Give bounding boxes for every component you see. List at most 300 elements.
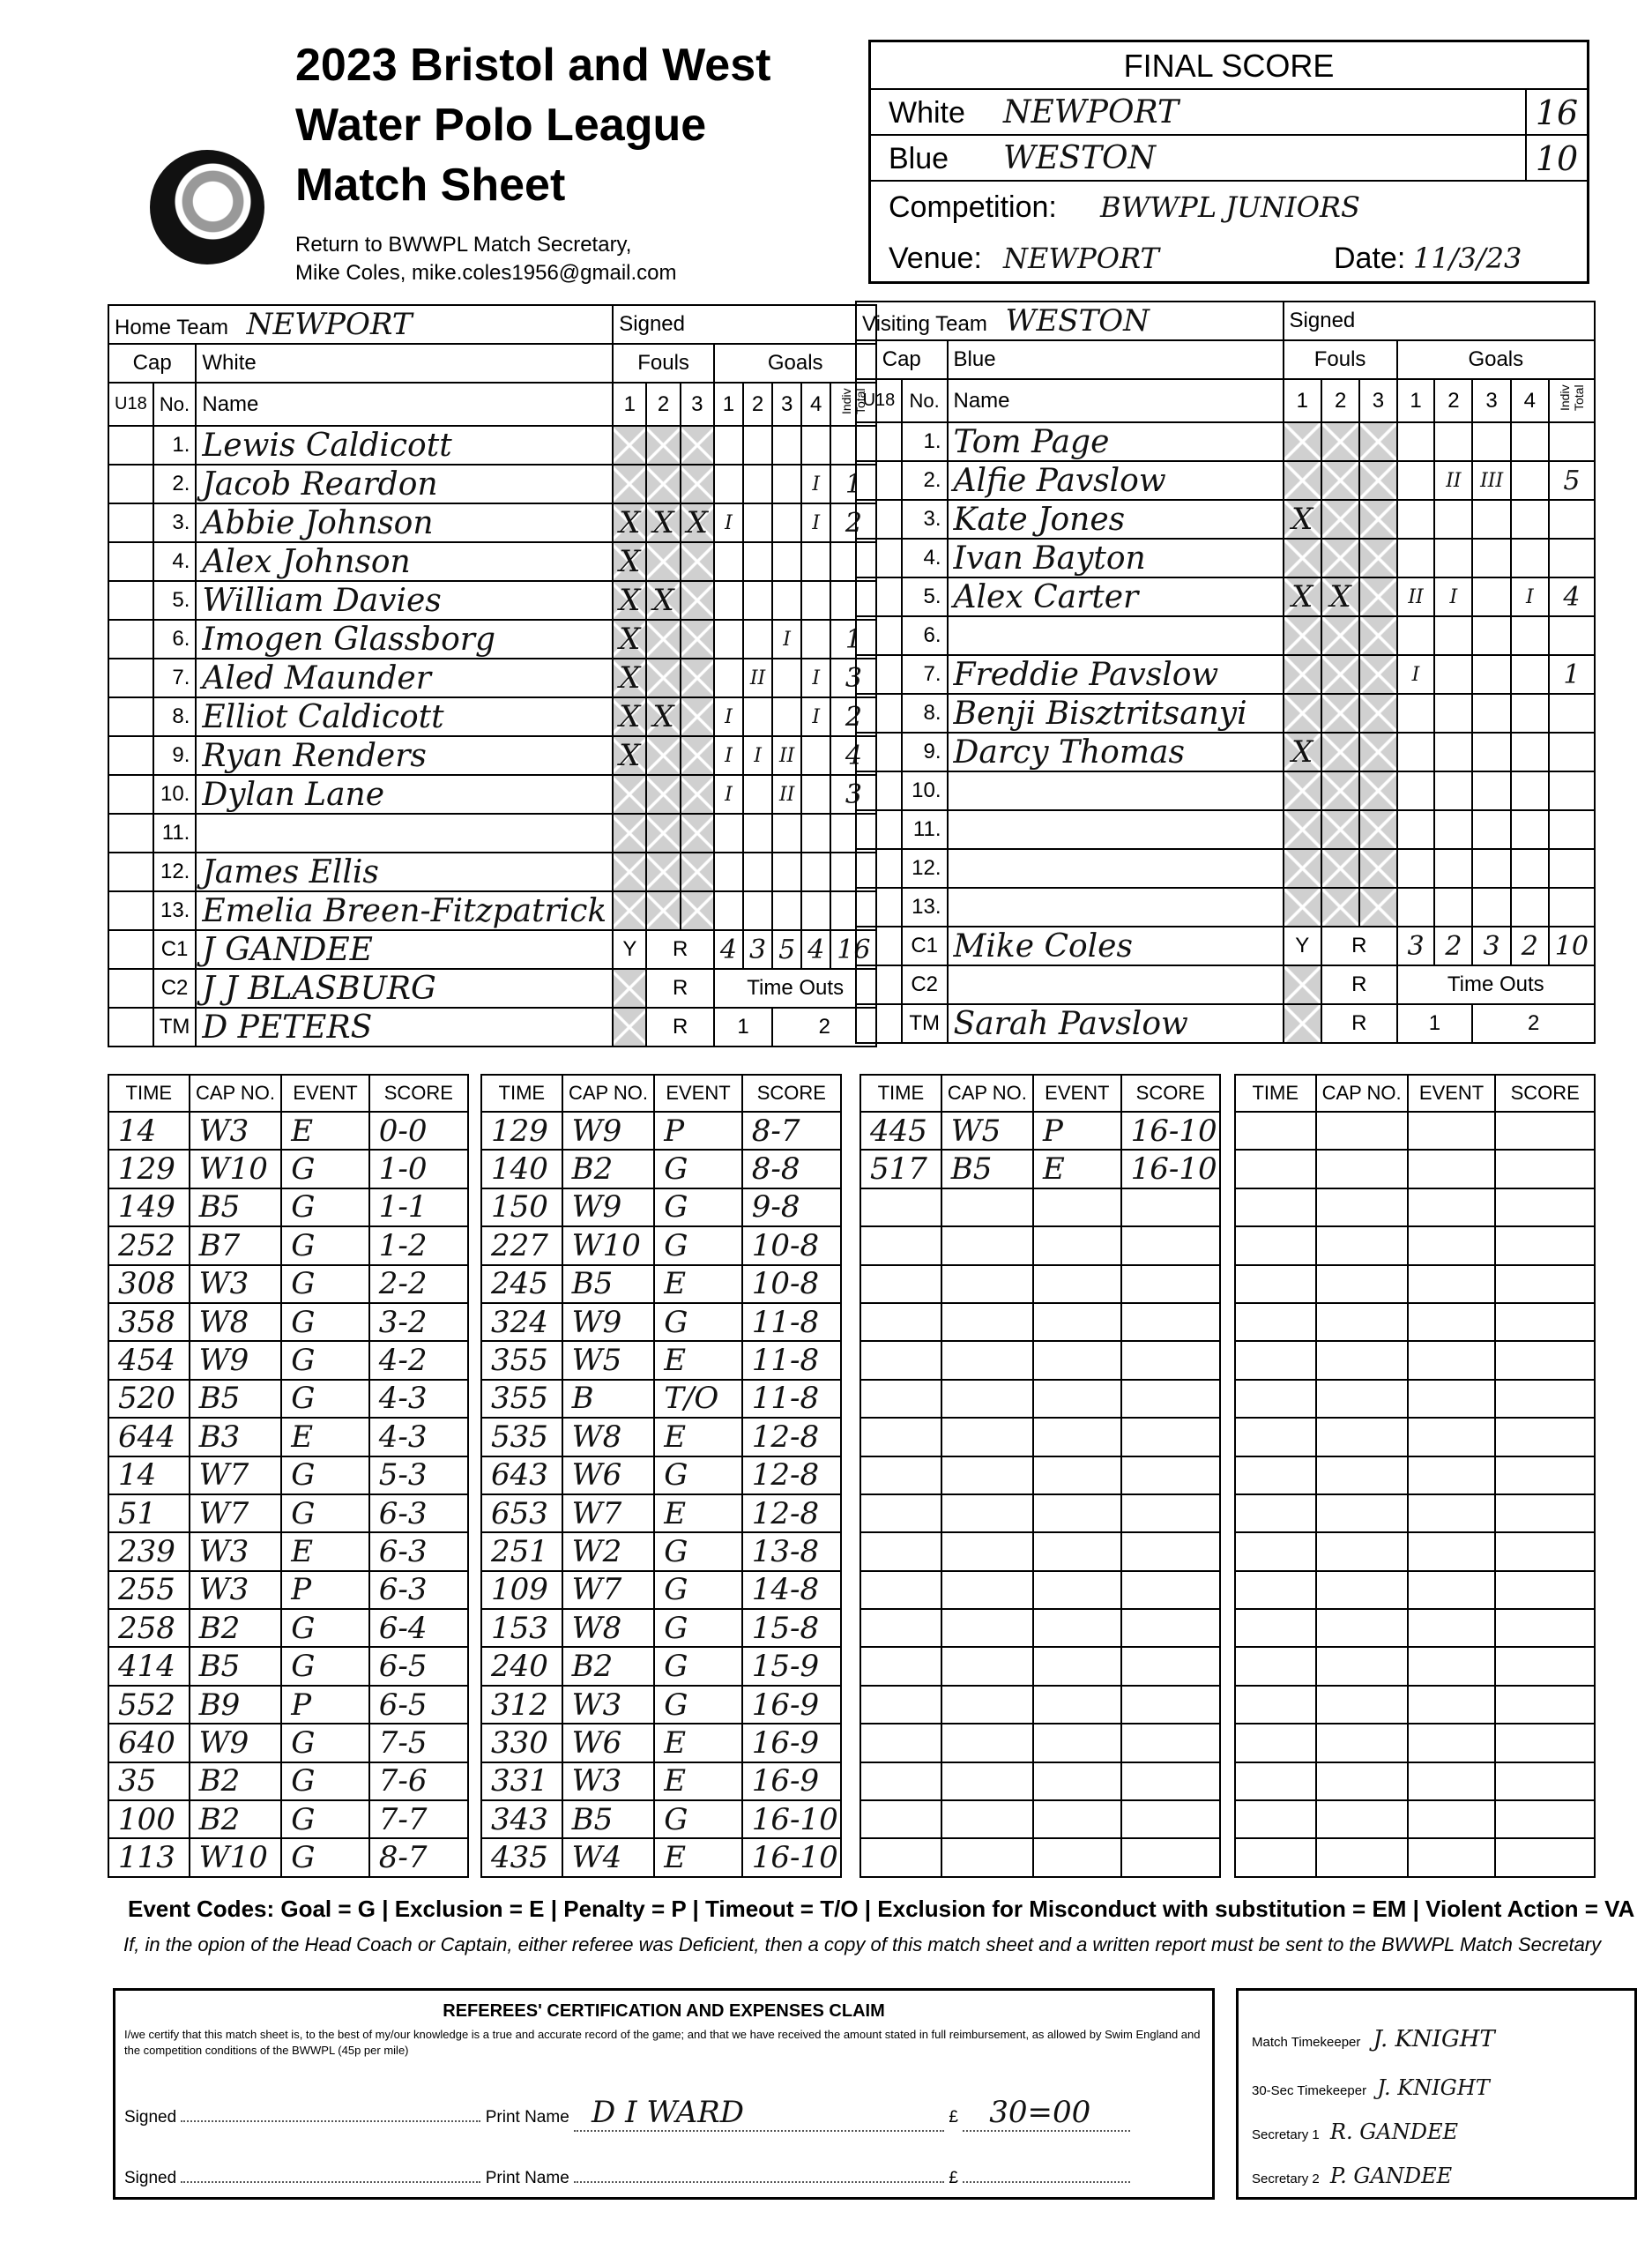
log-event[interactable] [1033,1838,1121,1876]
log-event[interactable] [1033,1686,1121,1724]
log-time[interactable]: 252 [108,1226,190,1264]
log-cap[interactable]: B7 [190,1226,282,1264]
referee-1-print-name[interactable]: D I WARD [574,2095,944,2132]
log-score[interactable] [1495,1265,1595,1303]
log-score[interactable]: 7-6 [369,1762,468,1800]
away-goal-cell[interactable] [1434,539,1472,577]
log-time[interactable] [860,1686,941,1724]
away-goal-cell[interactable]: III [1472,461,1511,500]
log-event[interactable]: G [281,1494,368,1532]
log-event[interactable]: E [1033,1150,1121,1188]
home-goal-cell[interactable] [743,814,772,853]
log-event[interactable]: G [654,1571,741,1609]
log-event[interactable] [1408,1341,1496,1379]
log-time[interactable]: 330 [481,1724,562,1762]
log-cap[interactable]: W3 [190,1532,282,1570]
log-time[interactable]: 258 [108,1609,190,1647]
log-event[interactable]: G [281,1762,368,1800]
log-cap[interactable]: W9 [190,1724,282,1762]
away-goal-cell[interactable] [1472,500,1511,539]
away-goal-cell[interactable] [1511,500,1549,539]
log-cap[interactable]: B2 [562,1150,655,1188]
log-time[interactable] [860,1571,941,1609]
home-foul-cell[interactable]: X [646,503,680,542]
log-score[interactable] [1495,1112,1595,1150]
away-team-name[interactable]: WESTON [1005,303,1150,339]
log-event[interactable]: G [281,1265,368,1303]
away-foul-cell[interactable] [1321,655,1359,694]
log-cap[interactable]: W9 [562,1112,655,1150]
away-foul-cell[interactable] [1359,422,1396,461]
home-goal-cell[interactable] [714,620,743,659]
log-time[interactable]: 435 [481,1838,562,1876]
log-score[interactable]: 1-0 [369,1150,468,1188]
away-u18-cell[interactable] [856,577,902,616]
away-goal-cell[interactable] [1472,539,1511,577]
away-u18-cell[interactable] [856,461,902,500]
home-goal-cell[interactable] [801,581,830,620]
log-score[interactable] [1495,1303,1595,1341]
away-total-goals[interactable]: 10 [1549,927,1595,965]
home-indiv-total[interactable]: 2 [830,503,876,542]
away-goal-cell[interactable] [1511,616,1549,655]
log-event[interactable] [1033,1494,1121,1532]
log-time[interactable] [860,1609,941,1647]
log-score[interactable]: 6-3 [369,1494,468,1532]
home-signed-cell[interactable] [613,305,876,344]
log-score[interactable]: 4-2 [369,1341,468,1379]
away-indiv-total[interactable] [1549,771,1595,810]
home-goal-cell[interactable]: I [801,659,830,697]
log-cap[interactable] [1316,1112,1408,1150]
home-foul-cell[interactable] [646,891,680,930]
away-player-name[interactable]: Tom Page [948,422,1284,461]
log-time[interactable]: 355 [481,1341,562,1379]
log-event[interactable]: G [654,1647,741,1685]
log-time[interactable] [860,1226,941,1264]
away-goal-cell[interactable] [1397,694,1435,733]
log-cap[interactable]: W6 [562,1724,655,1762]
log-score[interactable] [1121,1226,1220,1264]
log-cap[interactable]: W2 [562,1532,655,1570]
log-cap[interactable]: W7 [190,1456,282,1494]
away-indiv-total[interactable] [1549,694,1595,733]
away-player-name[interactable] [948,771,1284,810]
home-foul-cell[interactable] [681,465,714,503]
log-cap[interactable]: W9 [562,1188,655,1226]
log-score[interactable] [1121,1686,1220,1724]
log-event[interactable]: G [281,1150,368,1188]
home-foul-cell[interactable] [646,426,680,465]
log-event[interactable]: G [281,1456,368,1494]
home-q3-goals[interactable]: 5 [772,930,801,969]
log-event[interactable] [1408,1609,1496,1647]
log-event[interactable]: P [1033,1112,1121,1150]
log-cap[interactable] [1316,1724,1408,1762]
home-foul-cell[interactable] [681,581,714,620]
log-event[interactable] [1033,1188,1121,1226]
log-score[interactable] [1495,1724,1595,1762]
log-cap[interactable]: B3 [190,1418,282,1456]
log-event[interactable] [1408,1226,1496,1264]
home-player-name[interactable]: Jacob Reardon [196,465,613,503]
away-q3-goals[interactable]: 3 [1472,927,1511,965]
home-goal-cell[interactable] [772,659,801,697]
away-goal-cell[interactable] [1472,655,1511,694]
log-time[interactable]: 355 [481,1380,562,1418]
log-event[interactable] [1408,1456,1496,1494]
away-foul-cell[interactable] [1321,733,1359,771]
away-indiv-total[interactable]: 5 [1549,461,1595,500]
log-score[interactable]: 2-2 [369,1265,468,1303]
away-goal-cell[interactable] [1434,616,1472,655]
log-cap[interactable]: B2 [190,1800,282,1838]
home-timeout-2[interactable]: 2 [772,1008,876,1047]
away-goal-cell[interactable] [1434,733,1472,771]
log-event[interactable]: G [281,1724,368,1762]
log-event[interactable]: G [654,1226,741,1264]
home-foul-cell[interactable]: X [613,736,646,775]
log-cap[interactable]: B2 [190,1762,282,1800]
log-score[interactable]: 1-1 [369,1188,468,1226]
log-event[interactable] [1408,1303,1496,1341]
away-indiv-total[interactable] [1549,539,1595,577]
away-goal-cell[interactable] [1472,849,1511,888]
log-cap[interactable]: B9 [190,1686,282,1724]
log-time[interactable]: 245 [481,1265,562,1303]
log-cap[interactable]: W10 [190,1150,282,1188]
away-u18-cell[interactable] [856,849,902,888]
log-score[interactable]: 1-2 [369,1226,468,1264]
log-cap[interactable]: B2 [562,1647,655,1685]
log-cap[interactable] [941,1380,1033,1418]
log-event[interactable]: E [281,1532,368,1570]
log-score[interactable]: 16-9 [742,1724,841,1762]
log-time[interactable] [860,1456,941,1494]
log-cap[interactable] [941,1609,1033,1647]
away-u18-cell[interactable] [856,810,902,849]
away-foul-cell[interactable] [1359,733,1396,771]
log-time[interactable]: 100 [108,1800,190,1838]
log-cap[interactable]: W3 [190,1265,282,1303]
away-goal-cell[interactable] [1511,733,1549,771]
log-cap[interactable]: B5 [190,1647,282,1685]
log-time[interactable] [1235,1418,1316,1456]
away-goal-cell[interactable] [1397,888,1435,927]
away-foul-cell[interactable] [1359,849,1396,888]
log-event[interactable]: P [654,1112,741,1150]
away-foul-cell[interactable] [1284,694,1321,733]
log-score[interactable]: 16-10 [1121,1150,1220,1188]
away-player-name[interactable] [948,888,1284,927]
log-cap[interactable] [941,1494,1033,1532]
log-cap[interactable]: W3 [190,1571,282,1609]
log-time[interactable]: 312 [481,1686,562,1724]
away-indiv-total[interactable] [1549,810,1595,849]
log-event[interactable]: G [281,1303,368,1341]
home-goal-cell[interactable] [772,891,801,930]
away-indiv-total[interactable] [1549,422,1595,461]
log-cap[interactable]: W8 [562,1418,655,1456]
away-q2-goals[interactable]: 2 [1434,927,1472,965]
home-goal-cell[interactable] [743,853,772,891]
home-player-name[interactable]: Aled Maunder [196,659,613,697]
log-score[interactable] [1495,1800,1595,1838]
log-time[interactable] [1235,1571,1316,1609]
log-score[interactable]: 6-3 [369,1532,468,1570]
log-event[interactable] [1408,1532,1496,1570]
log-time[interactable]: 109 [481,1571,562,1609]
away-foul-cell[interactable]: X [1284,500,1321,539]
away-goal-cell[interactable] [1434,888,1472,927]
log-cap[interactable]: W7 [190,1494,282,1532]
log-event[interactable] [1408,1150,1496,1188]
home-u18-cell[interactable] [108,426,153,465]
away-timeout-1[interactable]: 1 [1397,1004,1473,1043]
home-goal-cell[interactable]: II [772,736,801,775]
log-cap[interactable] [941,1418,1033,1456]
home-goal-cell[interactable] [772,426,801,465]
log-score[interactable] [1121,1571,1220,1609]
log-cap[interactable] [1316,1609,1408,1647]
log-time[interactable]: 35 [108,1762,190,1800]
log-time[interactable] [1235,1150,1316,1188]
home-u18-cell[interactable] [108,891,153,930]
away-goal-cell[interactable] [1397,849,1435,888]
log-cap[interactable]: W9 [562,1303,655,1341]
away-c1-yellow[interactable]: Y [1284,927,1321,965]
log-event[interactable] [1408,1112,1496,1150]
away-goal-cell[interactable] [1397,422,1435,461]
home-player-name[interactable] [196,814,613,853]
away-player-name[interactable]: Freddie Pavslow [948,655,1284,694]
log-time[interactable]: 149 [108,1188,190,1226]
log-event[interactable] [1408,1724,1496,1762]
log-event[interactable]: G [281,1188,368,1226]
away-foul-cell[interactable]: X [1284,577,1321,616]
log-score[interactable] [1495,1647,1595,1685]
away-u18-cell[interactable] [856,422,902,461]
home-foul-cell[interactable] [613,426,646,465]
log-event[interactable] [1408,1380,1496,1418]
home-goal-cell[interactable] [743,775,772,814]
home-player-name[interactable]: Emelia Breen-Fitzpatrick [196,891,613,930]
away-foul-cell[interactable] [1284,655,1321,694]
log-score[interactable]: 16-9 [742,1762,841,1800]
log-event[interactable] [1033,1456,1121,1494]
log-time[interactable] [1235,1686,1316,1724]
home-goal-cell[interactable] [714,581,743,620]
log-event[interactable]: G [281,1341,368,1379]
log-score[interactable]: 16-10 [1121,1112,1220,1150]
log-cap[interactable]: W7 [562,1571,655,1609]
log-cap[interactable]: W10 [190,1838,282,1876]
away-goal-cell[interactable]: I [1511,577,1549,616]
log-cap[interactable] [941,1762,1033,1800]
home-u18-cell[interactable] [108,853,153,891]
log-score[interactable]: 8-7 [369,1838,468,1876]
away-indiv-total[interactable] [1549,733,1595,771]
log-time[interactable] [860,1762,941,1800]
log-cap[interactable] [1316,1800,1408,1838]
log-event[interactable]: G [654,1303,741,1341]
away-indiv-total[interactable]: 4 [1549,577,1595,616]
log-time[interactable]: 51 [108,1494,190,1532]
log-score[interactable]: 16-10 [742,1838,841,1876]
log-score[interactable] [1121,1494,1220,1532]
away-foul-cell[interactable] [1321,500,1359,539]
away-foul-cell[interactable] [1284,539,1321,577]
log-time[interactable] [860,1380,941,1418]
home-indiv-total[interactable]: 2 [830,697,876,736]
competition-value[interactable]: BWWPL JUNIORS [1100,190,1360,224]
log-time[interactable] [1235,1265,1316,1303]
home-player-name[interactable]: William Davies [196,581,613,620]
home-goal-cell[interactable] [801,542,830,581]
home-goal-cell[interactable] [772,814,801,853]
log-score[interactable] [1121,1647,1220,1685]
home-player-name[interactable]: Ryan Renders [196,736,613,775]
away-u18-cell[interactable] [856,694,902,733]
away-player-name[interactable]: Alex Carter [948,577,1284,616]
log-time[interactable]: 14 [108,1112,190,1150]
away-goal-cell[interactable] [1511,539,1549,577]
away-foul-cell[interactable] [1321,694,1359,733]
away-indiv-total[interactable] [1549,500,1595,539]
log-time[interactable]: 343 [481,1800,562,1838]
log-time[interactable] [860,1188,941,1226]
log-score[interactable]: 0-0 [369,1112,468,1150]
referee-2-print-name[interactable] [574,2165,944,2183]
home-goal-cell[interactable] [743,891,772,930]
away-indiv-total[interactable]: 1 [1549,655,1595,694]
log-score[interactable] [1495,1494,1595,1532]
away-goal-cell[interactable] [1511,771,1549,810]
log-event[interactable] [1408,1647,1496,1685]
away-player-name[interactable] [948,849,1284,888]
home-u18-cell[interactable] [108,503,153,542]
log-time[interactable]: 129 [481,1112,562,1150]
log-score[interactable]: 8-8 [742,1150,841,1188]
log-time[interactable] [1235,1188,1316,1226]
home-player-name[interactable]: Abbie Johnson [196,503,613,542]
away-goal-cell[interactable] [1472,733,1511,771]
log-cap[interactable] [1316,1456,1408,1494]
away-player-name[interactable]: Ivan Bayton [948,539,1284,577]
log-score[interactable] [1121,1609,1220,1647]
log-event[interactable]: E [654,1418,741,1456]
away-goal-cell[interactable] [1472,577,1511,616]
log-time[interactable]: 150 [481,1188,562,1226]
away-goal-cell[interactable] [1511,849,1549,888]
log-time[interactable] [1235,1724,1316,1762]
blue-final-score[interactable]: 10 [1525,136,1587,180]
log-event[interactable]: G [281,1647,368,1685]
home-timeout-1[interactable]: 1 [714,1008,772,1047]
sec30-timekeeper-name[interactable]: J. KNIGHT [1377,2075,1490,2100]
log-cap[interactable] [941,1571,1033,1609]
log-cap[interactable]: B5 [562,1265,655,1303]
home-c1-yellow[interactable]: Y [613,930,646,969]
home-foul-cell[interactable] [681,659,714,697]
log-score[interactable]: 12-8 [742,1494,841,1532]
log-score[interactable]: 11-8 [742,1341,841,1379]
away-player-name[interactable]: Benji Bisztritsanyi [948,694,1284,733]
away-foul-cell[interactable] [1359,500,1396,539]
log-score[interactable]: 4-3 [369,1418,468,1456]
home-player-name[interactable]: Alex Johnson [196,542,613,581]
away-u18-cell[interactable] [856,733,902,771]
away-foul-cell[interactable] [1359,616,1396,655]
home-goal-cell[interactable] [772,697,801,736]
log-cap[interactable] [941,1800,1033,1838]
home-u18-cell[interactable] [108,697,153,736]
home-indiv-total[interactable]: 4 [830,736,876,775]
log-cap[interactable]: W9 [190,1341,282,1379]
log-event[interactable] [1408,1418,1496,1456]
home-player-name[interactable]: Lewis Caldicott [196,426,613,465]
log-event[interactable] [1408,1265,1496,1303]
away-goal-cell[interactable] [1397,771,1435,810]
log-cap[interactable] [1316,1188,1408,1226]
away-player-name[interactable] [948,810,1284,849]
home-foul-cell[interactable]: X [613,659,646,697]
home-goal-cell[interactable] [801,736,830,775]
log-event[interactable] [1408,1686,1496,1724]
away-goal-cell[interactable] [1397,500,1435,539]
home-goal-cell[interactable] [743,581,772,620]
log-score[interactable]: 9-8 [742,1188,841,1226]
log-event[interactable]: E [654,1494,741,1532]
log-score[interactable] [1495,1571,1595,1609]
away-goal-cell[interactable] [1511,461,1549,500]
white-final-score[interactable]: 16 [1525,90,1587,134]
log-cap[interactable] [1316,1571,1408,1609]
log-time[interactable]: 445 [860,1112,941,1150]
log-time[interactable] [1235,1226,1316,1264]
home-goal-cell[interactable] [714,465,743,503]
blue-team-name[interactable]: WESTON [1003,140,1156,176]
away-u18-cell[interactable] [856,500,902,539]
home-goal-cell[interactable] [714,814,743,853]
log-cap[interactable]: W8 [562,1609,655,1647]
home-goal-cell[interactable] [743,620,772,659]
away-timeout-2[interactable]: 2 [1472,1004,1595,1043]
log-event[interactable]: G [654,1609,741,1647]
log-event[interactable] [1408,1188,1496,1226]
home-goal-cell[interactable]: I [801,465,830,503]
home-player-name[interactable]: Imogen Glassborg [196,620,613,659]
log-cap[interactable] [941,1647,1033,1685]
away-goal-cell[interactable] [1397,810,1435,849]
away-player-name[interactable] [948,616,1284,655]
away-goal-cell[interactable] [1397,461,1435,500]
away-foul-cell[interactable]: X [1284,733,1321,771]
log-event[interactable]: G [281,1609,368,1647]
log-time[interactable]: 414 [108,1647,190,1685]
referee-1-signature[interactable] [181,2101,480,2122]
log-score[interactable]: 6-5 [369,1647,468,1685]
log-time[interactable]: 331 [481,1762,562,1800]
log-time[interactable]: 140 [481,1150,562,1188]
home-indiv-total[interactable]: 1 [830,620,876,659]
away-q4-goals[interactable]: 2 [1511,927,1549,965]
log-event[interactable] [1408,1762,1496,1800]
home-u18-cell[interactable] [108,465,153,503]
log-cap[interactable]: W3 [190,1112,282,1150]
secretary-1-name[interactable]: R. GANDEE [1329,2119,1458,2144]
log-score[interactable] [1495,1456,1595,1494]
